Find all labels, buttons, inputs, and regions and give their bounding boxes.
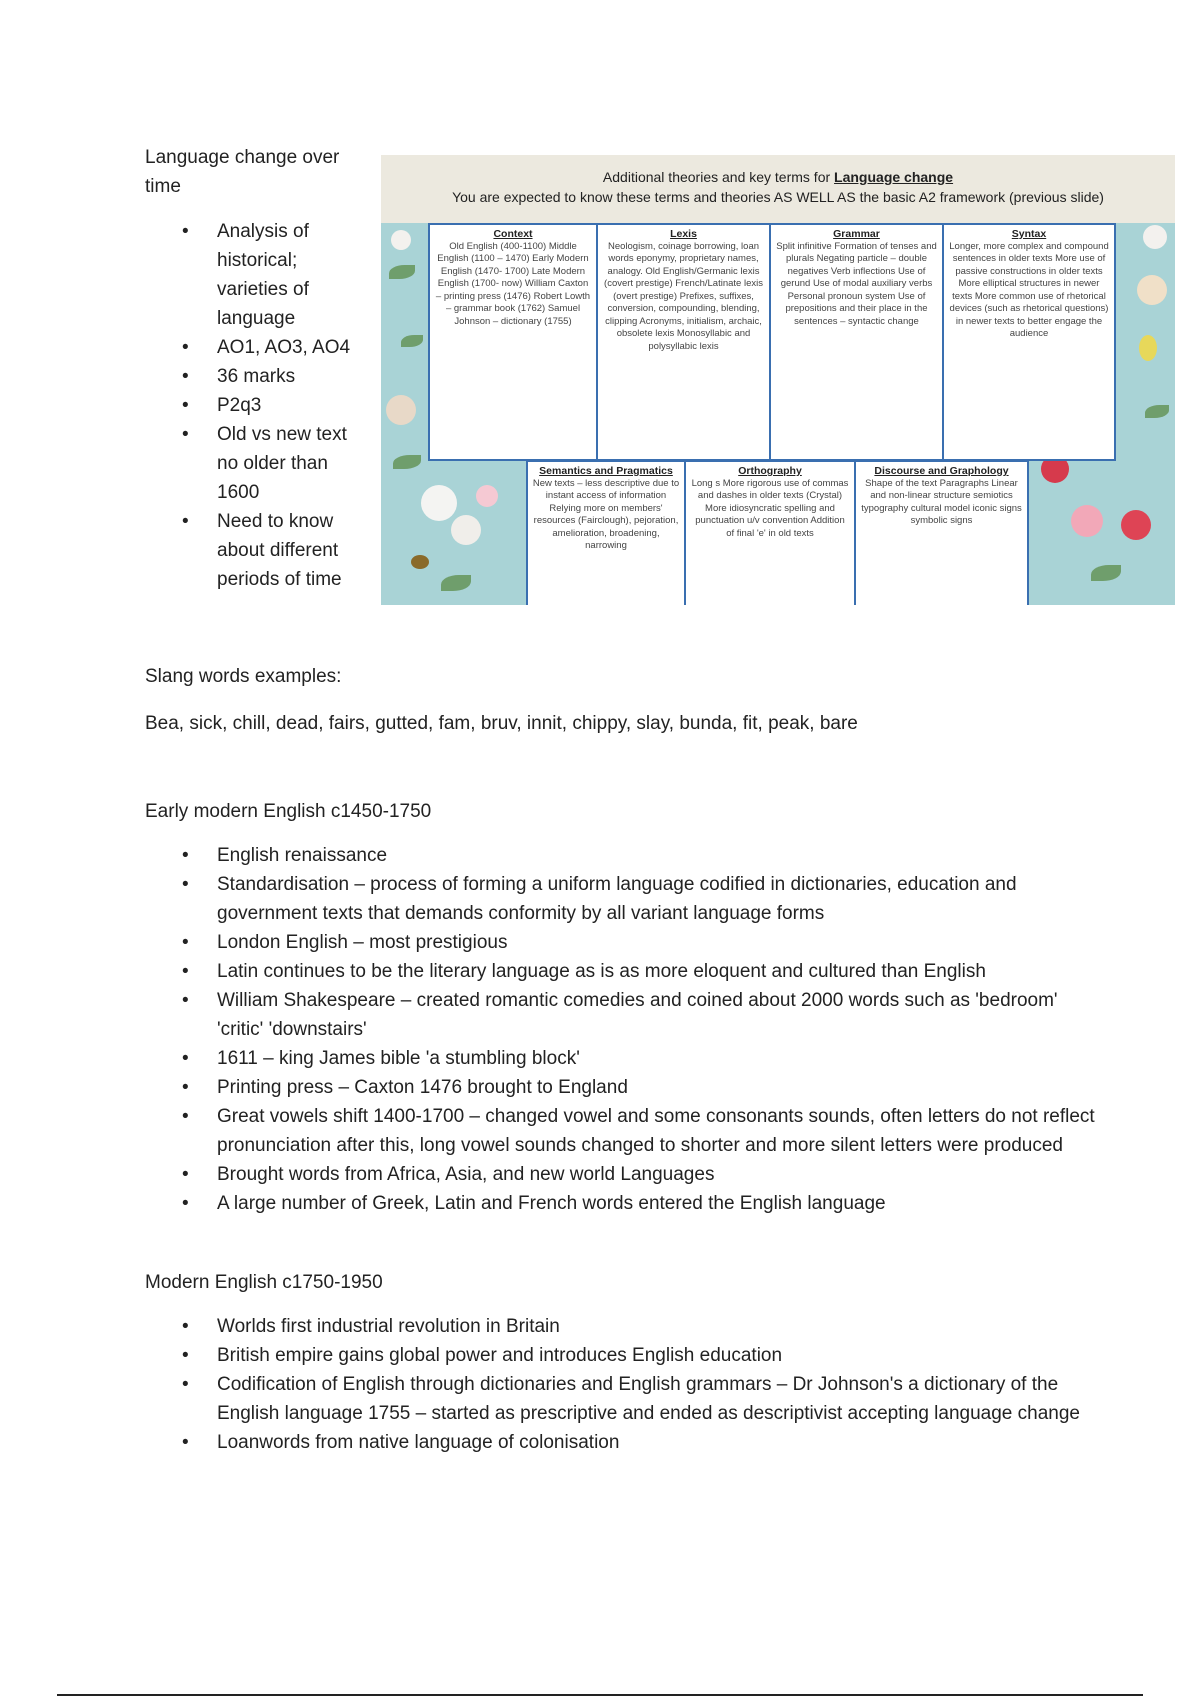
intro-bullet: • AO1, AO3, AO4: [145, 333, 370, 362]
grammar-box-title: Grammar: [833, 228, 880, 240]
early-modern-bullet: • Standardisation – process of forming a uniform language codified in dictionaries, education and government texts that demands conformity by all variant language forms: [145, 870, 1095, 928]
discourse-graphology-box-title: Discourse and Graphology: [874, 465, 1009, 477]
flower-decoration: [1143, 225, 1167, 249]
flower-decoration: [391, 230, 411, 250]
early-modern-bullet: • London English – most prestigious: [145, 928, 1095, 957]
grammar-box-body: Split infinitive Formation of tenses and plurals Negating particle – double negatives Verb inflections Use of gerund Use of modal auxiliary verbs Personal pronoun system Use of prepositions and their place in the sentences – syntactic change: [776, 240, 937, 327]
intro-bullet-list: [145, 217, 370, 594]
orthography-box: [684, 460, 856, 605]
flower-decoration: [1071, 505, 1103, 537]
leaf-decoration: [441, 575, 471, 591]
modern-bullet: • Worlds first industrial revolution in Britain: [145, 1312, 1095, 1341]
intro-bullet: • Analysis of historical; varieties of language: [145, 217, 370, 333]
syntax-box-body: Longer, more complex and compound sentences in older texts More use of passive constructions in older texts More elliptical structures in newer texts More common use of rhetorical devices (such as rhetorical questions) in newer texts to better engage the audience: [949, 240, 1109, 339]
early-modern-bullet: • A large number of Greek, Latin and French words entered the English language: [145, 1189, 1095, 1218]
lexis-box-title: Lexis: [670, 228, 697, 240]
leaf-decoration: [1091, 565, 1121, 581]
context-box-body: Old English (400-1100) Middle English (1100 – 1470) Early Modern English (1470- 1700) Late Modern English (1700- now) William Caxton – printing press (1476) Robert Lowth – grammar book (1762) Samuel Johnson – dictionary (1755): [435, 240, 591, 327]
early-modern-bullet: • Great vowels shift 1400-1700 – changed vowel and some consonants sounds, often letters do not reflect pronunciation after this, long vowel sounds changed to shorter and more silent letters were produced: [145, 1102, 1095, 1160]
early-modern-heading: Early modern English c1450-1750: [145, 801, 432, 822]
intro-section: [145, 143, 370, 594]
slide-header: [381, 155, 1175, 223]
context-box: [428, 223, 598, 461]
early-modern-bullet-list: [145, 841, 1095, 1218]
early-modern-bullet: • Latin continues to be the literary language as is as more eloquent and cultured than English: [145, 957, 1095, 986]
semantics-pragmatics-box: [526, 460, 686, 605]
leaf-decoration: [393, 455, 421, 469]
early-modern-bullet: • Printing press – Caxton 1476 brought to England: [145, 1073, 1095, 1102]
slide-header-prefix: Additional theories and key terms for: [602, 169, 835, 185]
intro-title: Language change over time: [145, 147, 340, 197]
modern-bullet: • British empire gains global power and introduces English education: [145, 1341, 1095, 1370]
syntax-box: [942, 223, 1116, 461]
flower-decoration: [1139, 335, 1157, 361]
grammar-box: [769, 223, 944, 461]
early-modern-bullet: • 1611 – king James bible 'a stumbling block': [145, 1044, 1095, 1073]
key-terms-slide-image: [381, 155, 1175, 605]
leaf-decoration: [401, 335, 423, 347]
leaf-decoration: [1145, 405, 1169, 418]
bee-decoration: [411, 555, 429, 569]
intro-bullet: • Old vs new text no older than 1600: [145, 420, 370, 507]
slang-heading: Slang words examples:: [145, 666, 342, 687]
intro-bullet: • P2q3: [145, 391, 370, 420]
leaf-decoration: [389, 265, 415, 279]
modern-bullet-list: [145, 1312, 1095, 1457]
semantics-pragmatics-box-title: Semantics and Pragmatics: [539, 465, 673, 477]
flower-decoration: [421, 485, 457, 521]
orthography-box-body: Long s More rigorous use of commas and dashes in older texts (Crystal) More idiosyncratic spelling and punctuation u/v convention Addition of final 'e' in old texts: [691, 477, 849, 539]
slide-header-topic: Language change: [834, 169, 954, 185]
slide-header-line1: [381, 167, 1175, 187]
early-modern-bullet: • William Shakespeare – created romantic comedies and coined about 2000 words such as 'bedroom' 'critic' 'downstairs': [145, 986, 1095, 1044]
intro-bullet: • Need to know about different periods of time: [145, 507, 370, 594]
lexis-box-body: Neologism, coinage borrowing, loan words eponymy, proprietary names, analogy. Old English/Germanic lexis (covert prestige) French/Latinate lexis (overt prestige) Prefixes, suffixes, conversion, compounding, blending, clipping Acronyms, initialism, archaic, obsolete lexis Monosyllabic and polysyllabic lexis: [604, 240, 763, 352]
slang-section: [145, 662, 1145, 738]
early-modern-bullet: • English renaissance: [145, 841, 1095, 870]
flower-decoration: [386, 395, 416, 425]
discourse-graphology-box-body: Shape of the text Paragraphs Linear and non-linear structure semiotics typography cultural model iconic signs symbolic signs: [861, 477, 1022, 526]
syntax-box-title: Syntax: [1011, 228, 1047, 240]
early-modern-bullet: • Brought words from Africa, Asia, and new world Languages: [145, 1160, 1095, 1189]
flower-decoration: [1121, 510, 1151, 540]
flower-decoration: [476, 485, 498, 507]
lexis-box: [596, 223, 771, 461]
modern-bullet: • Codification of English through dictionaries and English grammars – Dr Johnson's a dictionary of the English language 1755 – started as prescriptive and ended as descriptivist accepting language change: [145, 1370, 1095, 1428]
semantics-pragmatics-box-body: New texts – less descriptive due to instant access of information Relying more on members' resources (Fairclough), pejoration, amelioration, broadening, narrowing: [532, 477, 680, 551]
flower-decoration: [451, 515, 481, 545]
modern-heading: Modern English c1750-1950: [145, 1272, 383, 1293]
slide-header-line2: You are expected to know these terms and theories AS WELL AS the basic A2 framework (previous slide): [452, 189, 1104, 205]
slang-words: Bea, sick, chill, dead, fairs, gutted, fam, bruv, innit, chippy, slay, bunda, fit, peak, bare: [145, 713, 858, 734]
discourse-graphology-box: [854, 460, 1029, 605]
modern-bullet: • Loanwords from native language of colonisation: [145, 1428, 1095, 1457]
intro-bullet: • 36 marks: [145, 362, 370, 391]
context-box-title: Context: [493, 228, 533, 240]
orthography-box-title: Orthography: [738, 465, 802, 477]
flower-decoration: [1137, 275, 1167, 305]
page-bottom-rule: [57, 1694, 1143, 1696]
